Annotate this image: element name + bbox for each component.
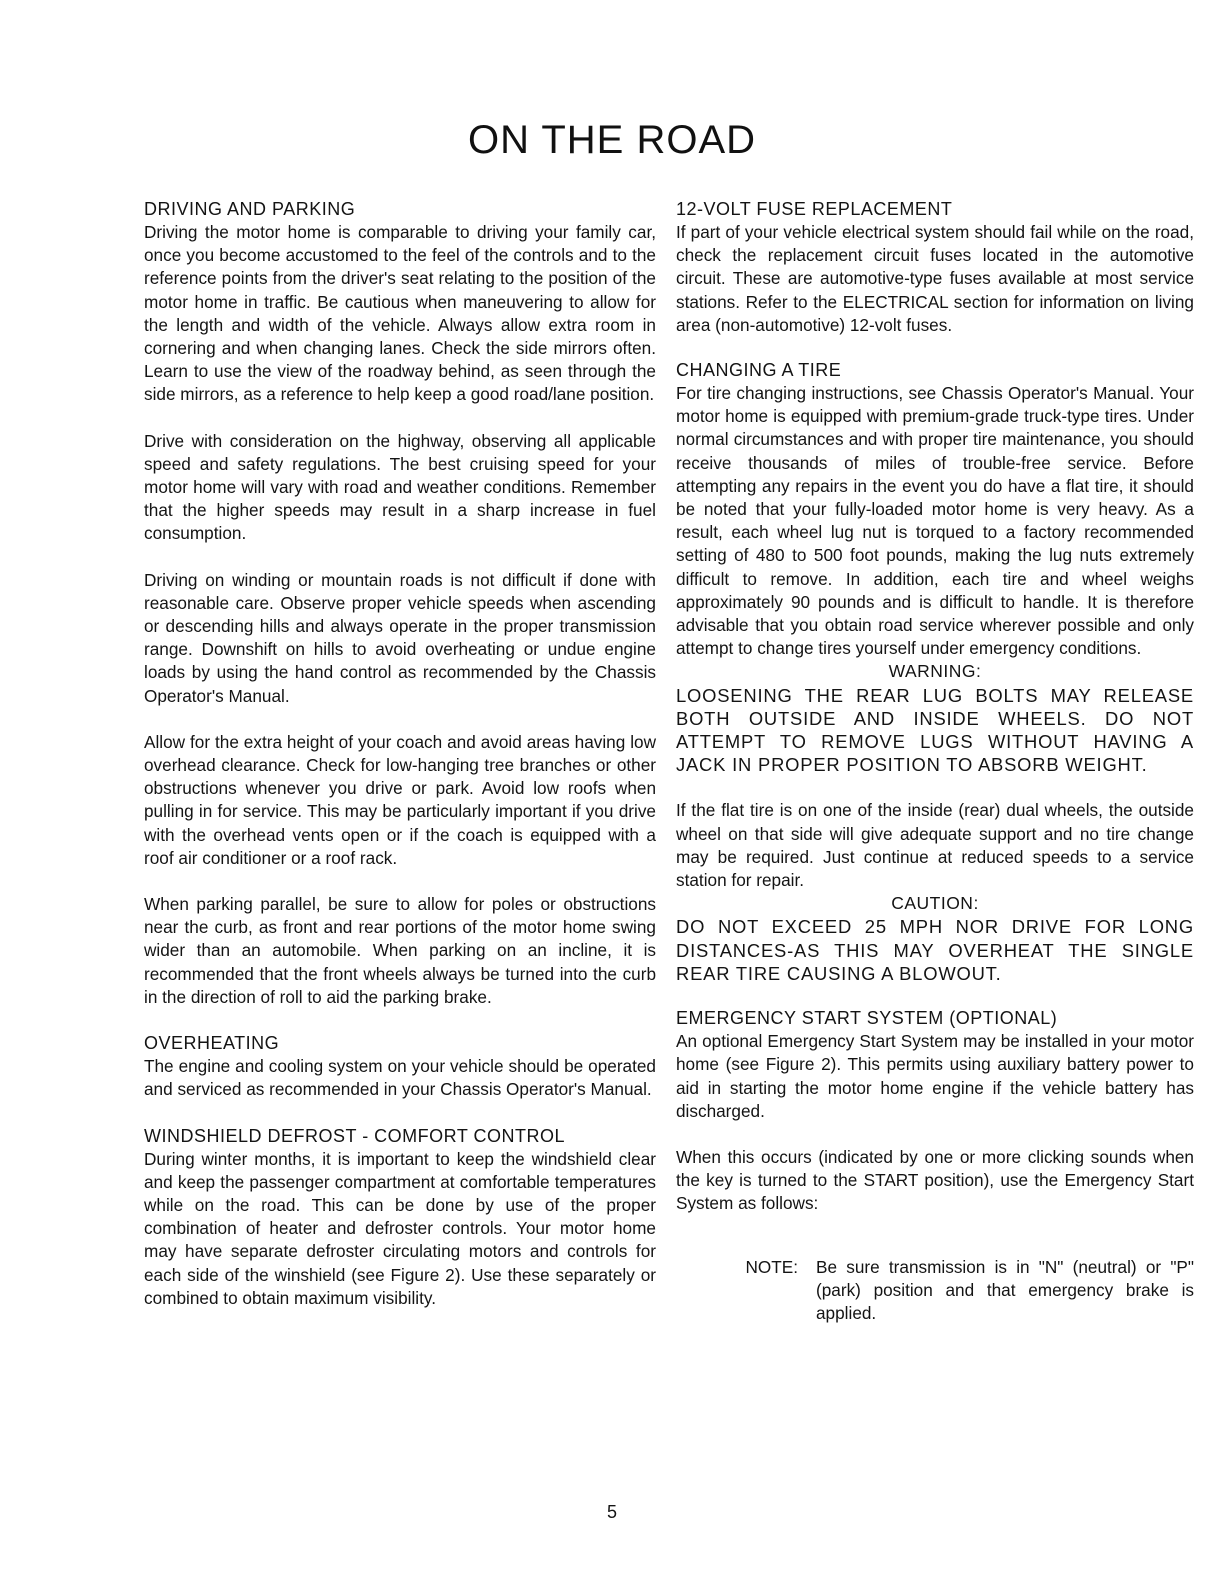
- left-column: [144, 198, 656, 1310]
- note-text: Be sure transmission is in "N" (neutral) or "P" (park) position and that emergency brake is applied.: [816, 1256, 1194, 1323]
- section-emergency-start: [676, 1007, 1194, 1325]
- section-heading: CHANGING A TIRE: [676, 360, 842, 381]
- section-heading: EMERGENCY START SYSTEM (OPTIONAL): [676, 1008, 1058, 1029]
- paragraph: Allow for the extra height of your coach and avoid areas having low overhead clearance. Check for low-hanging tree branches or other obstructions whenever you drive or park. Avoid low roofs when pulling in for service. This may be particularly important if you drive with the overhead vents open or if the coach is equipped with a roof air conditioner or a roof rack.: [144, 731, 656, 868]
- note-label: NOTE:: [745, 1256, 798, 1277]
- paragraph: An optional Emergency Start System may be installed in your motor home (see Figure 2). This permits using auxiliary battery power to aid in starting the motor home engine if the vehicle battery has discharged.: [676, 1031, 1194, 1121]
- page-number: 5: [606, 1502, 617, 1522]
- paragraph: Driving the motor home is comparable to driving your family car, once you become accustomed to the feel of the controls and to the reference points from the driver's seat relating to the position of the motor home in traffic. Be cautious when maneuvering to allow for the length and width of the vehicle. Always allow extra room in cornering and when changing lanes. Check the side mirrors often. Learn to use the view of the roadway behind, as seen through the side mirrors, as a reference to help keep a good road/lane position.: [144, 222, 656, 405]
- paragraph: Driving on winding or mountain roads is not difficult if done with reasonable care. Observe proper vehicle speeds when ascending or descending hills and always operate in the proper transmission range. Downshift on hills to avoid overheating or undue engine loads by using the hand control as recommended by the Chassis Operator's Manual.: [144, 569, 656, 706]
- warning-text: LOOSENING THE REAR LUG BOLTS MAY RELEASE BOTH OUTSIDE AND INSIDE WHEELS. DO NOT ATTEMPT TO REMOVE LUGS WITHOUT HAVING A JACK IN PROPER POSITION TO ABSORB WEIGHT.: [676, 684, 1194, 776]
- page-title: ON THE ROAD: [467, 118, 757, 162]
- paragraph: During winter months, it is important to keep the windshield clear and keep the passenger compartment at comfortable temperatures while on the road. This can be done by use of the proper combination of heater and defroster controls. Your motor home may have separate defroster circulating motors and controls for each side of the winshield (see Figure 2). Use these separately or combined to obtain maximum visibility.: [144, 1148, 656, 1308]
- paragraph: If the flat tire is on one of the inside (rear) dual wheels, the outside wheel on that side will give adequate support and no tire change may be required. Just continue at reduced speeds to a service station for repair.: [676, 800, 1194, 891]
- caution-label: CAUTION:: [891, 893, 979, 914]
- section-heading: WINDSHIELD DEFROST - COMFORT CONTROL: [144, 1125, 566, 1146]
- section-heading: DRIVING AND PARKING: [144, 199, 356, 219]
- note: [676, 1256, 1194, 1326]
- section-overheating: [144, 1032, 656, 1101]
- paragraph: Drive with consideration on the highway, observing all applicable speed and safety regulations. The best cruising speed for your motor home will vary with road and weather conditions. Remember that the higher speeds may result in a sharp increase in fuel consumption.: [144, 430, 656, 544]
- caution-text: DO NOT EXCEED 25 MPH NOR DRIVE FOR LONG DISTANCES-AS THIS MAY OVERHEAT THE SINGLE REAR TIRE CAUSING A BLOWOUT.: [676, 916, 1194, 984]
- section-fuse-replacement: [676, 198, 1194, 337]
- section-changing-a-tire: [676, 359, 1194, 985]
- section-windshield-defrost: [144, 1125, 656, 1310]
- section-heading: OVERHEATING: [144, 1033, 280, 1054]
- paragraph: For tire changing instructions, see Chassis Operator's Manual. Your motor home is equipped with premium-grade truck-type tires. Under normal circumstances and with proper tire maintenance, you should receive thousands of miles of trouble-free service. Before attempting any repairs in the event you do have a flat tire, it should be noted that your fully-loaded motor home is very heavy. As a result, each wheel lug nut is torqued to a factory recommended setting of 480 to 500 foot pounds, making the lug nuts extremely difficult to remove. In addition, each tire and wheel weighs approximately 90 pounds and is difficult to handle. It is therefore advisable that you obtain road service wherever possible and only attempt to change tires yourself under emergency conditions.: [676, 383, 1194, 659]
- warning-label: WARNING:: [888, 661, 982, 682]
- right-column: [676, 198, 1194, 1347]
- paragraph: When this occurs (indicated by one or more clicking sounds when the key is turned to the START position), use the Emergency Start System as follows:: [676, 1146, 1194, 1214]
- paragraph: If part of your vehicle electrical system should fail while on the road, check the replacement circuit fuses located in the automotive circuit. These are automotive-type fuses available at most service stations. Refer to the ELECTRICAL section for information on living area (non-automotive) 12-volt fuses.: [676, 222, 1194, 335]
- section-driving-and-parking: [144, 198, 656, 1009]
- section-heading: 12-VOLT FUSE REPLACEMENT: [676, 199, 953, 219]
- paragraph: The engine and cooling system on your vehicle should be operated and serviced as recommended in your Chassis Operator's Manual.: [144, 1056, 656, 1100]
- paragraph: When parking parallel, be sure to allow for poles or obstructions near the curb, as front and rear portions of the motor home swing wider than an automobile. When parking on an incline, it is recommended that the front wheels always be turned into the curb in the direction of roll to aid the parking brake.: [144, 894, 656, 1007]
